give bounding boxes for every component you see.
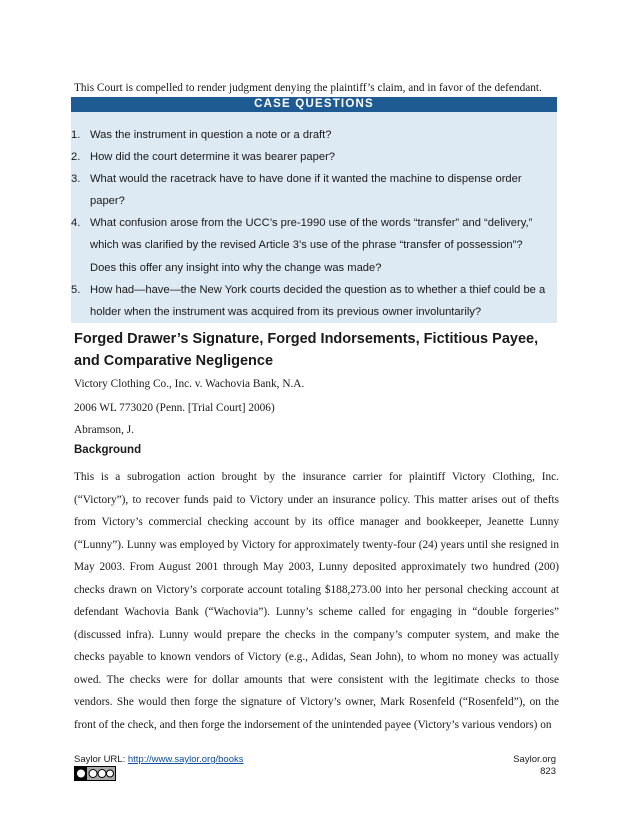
question-text: Was the instrument in question a note or a draft? bbox=[90, 129, 332, 141]
footer-url bbox=[74, 754, 244, 765]
question-text: What confusion arose from the UCC’s pre-1990 use of the words “transfer” and “delivery,” which was clarified by the revised Article 3’s use of the phrase “transfer of possession”? Does this offer any insight into why the change was made? bbox=[90, 217, 533, 274]
cc-badge-graphic bbox=[75, 767, 115, 780]
question-number: 5. bbox=[71, 283, 81, 296]
background-heading: Background bbox=[74, 444, 142, 456]
question-item bbox=[71, 212, 551, 278]
case-judge: Abramson, J. bbox=[74, 424, 134, 436]
question-item bbox=[71, 146, 551, 168]
question-text: How did the court determine it was bearer paper? bbox=[90, 151, 336, 164]
case-questions-title: CASE QUESTIONS bbox=[254, 98, 374, 110]
question-number: 2. bbox=[71, 151, 81, 164]
footer-url-label: Saylor URL: bbox=[74, 754, 128, 765]
page-number: 823 bbox=[540, 766, 556, 777]
case-citation: 2006 WL 773020 (Penn. [Trial Court] 2006) bbox=[74, 402, 275, 414]
intro-text: This Court is compelled to render judgment denying the plaintiff’s claim, and in favor of the defendant. bbox=[74, 82, 542, 94]
question-item bbox=[71, 168, 551, 212]
background-paragraph: This is a subrogation action brought by the insurance carrier for plaintiff Victory Clothing, Inc. (“Victory”), to recover funds paid to Victory under an insurance policy. This matter arises out of thefts from Victory’s commercial checking account by its office manager and bookkeeper, Jeanette Lunny (“Lunny”). Lunny was employed by Victory for approximately twenty-four (24) years until she resigned in May 2003. From August 2001 through May 2003, Lunny deposited approximately two hundred (200) checks drawn on Victory’s corporate account totaling $188,273.00 into her personal checking account at defendant Wachovia Bank (“Wachovia”). Lunny’s scheme called for engaging in “double forgeries” (discussed infra). Lunny would prepare the checks in the company’s computer system, and make the checks payable to known vendors of Victory (e.g., Adidas, Sean John), to whom no money was actually owed. The checks were for dollar amounts that were consistent with the legitimate checks to those vendors. She would then forge the signature of Victory’s owner, Mark Rosenfeld (“Rosenfeld”), on the front of the check, and then forge the indorsement of the unintended payee (Victory’s various vendors) on bbox=[74, 471, 559, 731]
case-questions-banner bbox=[71, 97, 557, 112]
footer-site bbox=[513, 754, 556, 778]
saylor-books-link[interactable]: http://www.saylor.org/books bbox=[127, 754, 244, 765]
question-item bbox=[71, 279, 551, 323]
cc-license-icon bbox=[74, 766, 116, 781]
question-number: 4. bbox=[71, 217, 81, 230]
case-name: Victory Clothing Co., Inc. v. Wachovia Bank, N.A. bbox=[74, 378, 305, 390]
case-heading: Forged Drawer’s Signature, Forged Indorsements, Fictitious Payee, and Comparative Negligence bbox=[74, 331, 539, 369]
question-text: How had—have—the New York courts decided the question as to whether a thief could be a holder when the instrument was acquired from its previous owner involuntarily? bbox=[90, 283, 546, 318]
question-item bbox=[71, 124, 551, 146]
question-number: 3. bbox=[71, 173, 81, 186]
question-number: 1. bbox=[71, 129, 81, 141]
footer-site-name: Saylor.org bbox=[513, 754, 556, 765]
question-text: What would the racetrack have to have done if it wanted the machine to dispense order paper? bbox=[90, 173, 522, 208]
case-questions-list bbox=[71, 124, 551, 323]
